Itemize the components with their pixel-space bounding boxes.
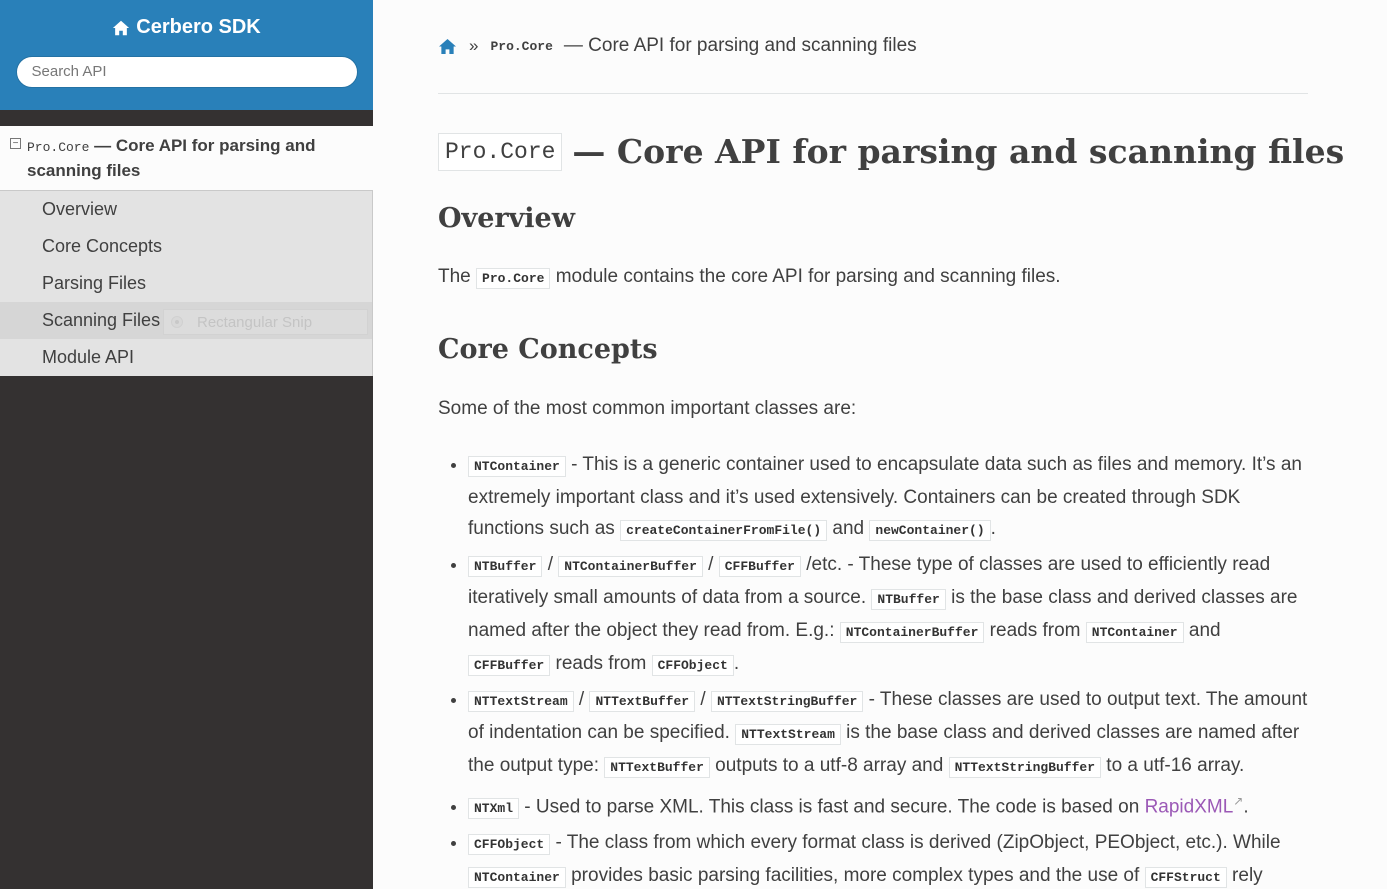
brand-link[interactable]	[112, 16, 260, 39]
code-ntxml[interactable]: NTXml	[468, 798, 519, 819]
nttextstream-text2: is the base class and derived classes are named after the output type:	[468, 722, 1300, 776]
code-cffbuffer[interactable]: CFFBuffer	[719, 556, 801, 577]
list-item-cffobject	[468, 827, 1308, 889]
toc-subsections	[0, 190, 373, 376]
nttextstream-text1: - These classes are used to output text. The amount of indentation can be specified.	[468, 689, 1308, 743]
overview-paragraph	[438, 261, 1308, 294]
toc-current-page[interactable]	[0, 126, 373, 190]
code-ntbuffer[interactable]: NTBuffer	[468, 556, 542, 577]
code-nttextstringbuffer-2[interactable]: NTTextStringBuffer	[949, 757, 1101, 778]
overview-heading: Overview	[438, 203, 575, 234]
search-input[interactable]	[16, 56, 358, 88]
ntbuffer-text6: .	[733, 653, 740, 674]
rapidxml-link[interactable]: RapidXML	[1144, 796, 1234, 818]
snip-record-icon	[171, 316, 183, 328]
toc-item-scanning-files[interactable]: Scanning Files	[42, 310, 161, 330]
cffobject-text2: provides basic parsing facilities, more complex types and the use of	[565, 865, 1145, 887]
ntbuffer-text1: /etc. - These type of classes are used to efficiently read iteratively small amounts of data from a source.	[468, 554, 1271, 608]
brand-name: Cerbero SDK	[136, 16, 261, 38]
cffobject-text3: rely	[1226, 865, 1263, 887]
core-concepts-intro: Some of the most common important classes are:	[438, 398, 857, 419]
sidebar-header	[0, 0, 373, 110]
breadcrumb-title: — Core API for parsing and scanning files	[563, 35, 917, 56]
code-new-container[interactable]: newContainer()	[869, 520, 990, 541]
toc-current-title: — Core API for parsing and scanning files	[27, 136, 316, 180]
core-concepts-heading: Core Concepts	[438, 334, 658, 365]
code-ntcontainer-3[interactable]: NTContainer	[468, 867, 566, 888]
list-item-nttextstream	[468, 684, 1308, 783]
ntcontainer-end: .	[990, 518, 996, 539]
code-nttextbuffer-2[interactable]: NTTextBuffer	[604, 757, 710, 778]
ntbuffer-text5: reads from	[550, 653, 652, 674]
overview-code: Pro.Core	[476, 268, 550, 289]
ntbuffer-text2: is the base class and derived classes are named after the object they read from. E.g.:	[468, 587, 1298, 641]
code-ntcontainerbuffer[interactable]: NTContainerBuffer	[558, 556, 703, 577]
code-create-container-from-file[interactable]: createContainerFromFile()	[620, 520, 827, 541]
classes-list	[438, 449, 1308, 889]
toc-item-overview[interactable]: Overview	[42, 199, 118, 219]
code-nttextstream-2[interactable]: NTTextStream	[735, 724, 841, 745]
ntxml-text: - Used to parse XML. This class is fast and secure. The code is based on	[519, 796, 1145, 818]
collapse-icon[interactable]: −	[10, 138, 21, 149]
breadcrumb-home-icon[interactable]	[438, 38, 457, 55]
code-nttextstream[interactable]: NTTextStream	[468, 691, 574, 712]
nttextstream-text4: to a utf-16 array.	[1101, 755, 1245, 776]
ntxml-end: .	[1243, 796, 1249, 818]
ntcontainer-text: - This is a generic container used to encapsulate data such as files and memory. It’s an extremely important class and it’s used extensively. Containers can be created through SDK functions such as	[468, 454, 1302, 539]
ntbuffer-text4: and	[1183, 620, 1221, 641]
page-title-text: — Core API for parsing and scanning files	[572, 132, 1345, 171]
nttextstream-sep2: /	[695, 689, 711, 710]
document	[438, 0, 1345, 889]
ntbuffer-sep2: /	[702, 554, 719, 575]
list-item-ntcontainer	[468, 449, 1308, 546]
code-cffstruct[interactable]: CFFStruct	[1145, 867, 1227, 888]
breadcrumb-code: Pro.Core	[490, 38, 553, 54]
toc-current-code: Pro.Core	[27, 140, 90, 155]
code-cffobject-item[interactable]: CFFObject	[468, 834, 550, 855]
list-item-ntxml	[468, 786, 1308, 824]
page-title-code: Pro.Core	[438, 133, 562, 171]
page-title	[438, 130, 1345, 174]
code-ntcontainer-2[interactable]: NTContainer	[1086, 622, 1184, 643]
rectangular-snip-overlay	[163, 309, 368, 335]
ntbuffer-sep1: /	[542, 554, 559, 575]
toc	[0, 126, 373, 376]
snip-label: Rectangular Snip	[197, 314, 313, 331]
nttextstream-text3: outputs to a utf-8 array and	[709, 755, 949, 776]
external-link-icon: ↗	[1233, 794, 1244, 808]
code-cffbuffer-2[interactable]: CFFBuffer	[468, 655, 550, 676]
code-ntcontainerbuffer-2[interactable]: NTContainerBuffer	[840, 622, 985, 643]
main-content	[373, 0, 1387, 889]
ntbuffer-text3: reads from	[984, 620, 1086, 641]
code-nttextbuffer[interactable]: NTTextBuffer	[589, 691, 695, 712]
nttextstream-sep1: /	[573, 689, 590, 710]
overview-post: module contains the core API for parsing and scanning files.	[550, 266, 1061, 287]
list-item-ntbuffer	[468, 549, 1308, 681]
cffobject-text1: - The class from which every format class is derived (ZipObject, PEObject, etc.). While	[550, 832, 1281, 854]
ntcontainer-and: and	[827, 518, 870, 539]
code-ntbuffer-2[interactable]: NTBuffer	[871, 589, 945, 610]
code-nttextstringbuffer[interactable]: NTTextStringBuffer	[711, 691, 863, 712]
breadcrumb	[438, 0, 1308, 94]
toc-item-scanning-files-row[interactable]	[0, 302, 372, 339]
breadcrumb-separator: »	[469, 36, 479, 55]
code-ntcontainer[interactable]: NTContainer	[468, 456, 566, 477]
toc-item-core-concepts[interactable]: Core Concepts	[42, 236, 163, 256]
sidebar	[0, 0, 373, 889]
overview-pre: The	[438, 266, 477, 287]
code-cffobject[interactable]: CFFObject	[652, 655, 734, 676]
home-icon	[112, 19, 130, 37]
toc-item-module-api[interactable]: Module API	[42, 347, 135, 367]
toc-item-parsing-files[interactable]: Parsing Files	[42, 273, 147, 293]
